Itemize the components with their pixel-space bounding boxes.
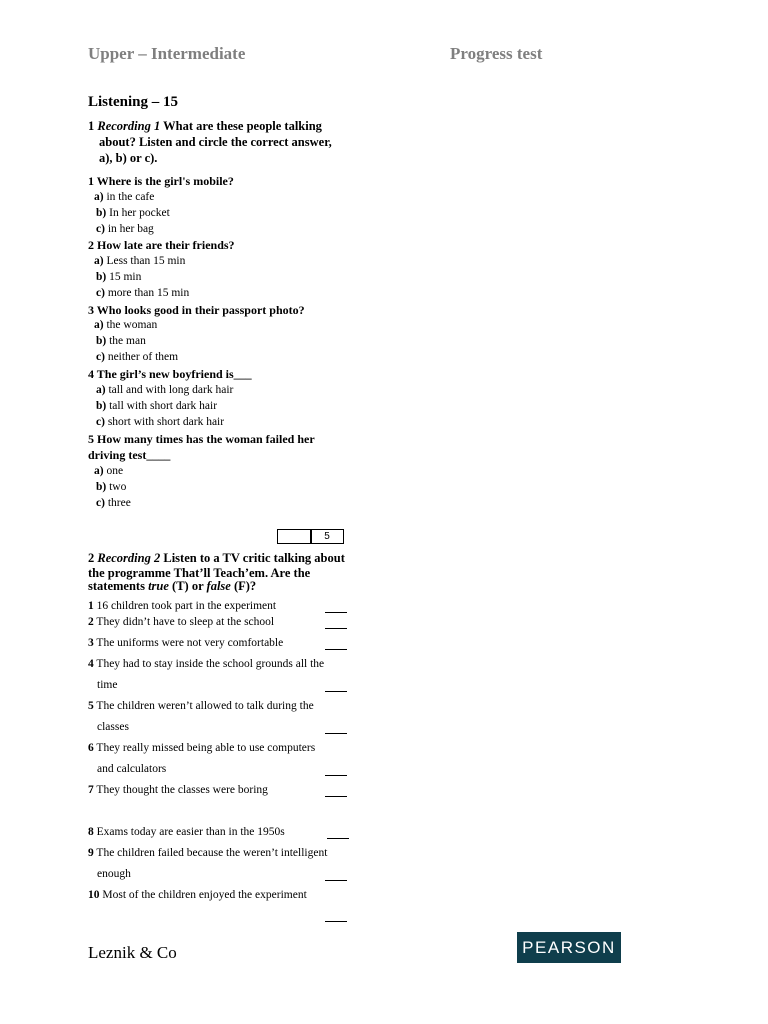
q1-option-b[interactable]: b) In her pocket [96, 207, 170, 219]
answer-blank-6[interactable] [325, 775, 347, 776]
part2-instruction-line2: the programme That’ll Teach’em. Are the [88, 566, 311, 580]
statement-9: 9 The children failed because the weren’t intelligent [88, 847, 328, 859]
question-3: 3 Who looks good in their passport photo? [88, 303, 305, 317]
statement-9-cont: enough [97, 868, 131, 880]
q3-option-c[interactable]: c) neither of them [96, 351, 179, 363]
answer-blank-10[interactable] [325, 921, 347, 922]
answer-blank-1[interactable] [325, 612, 347, 613]
statement-5-cont: classes [97, 721, 129, 733]
q2-option-c[interactable]: c) more than 15 min [96, 287, 190, 299]
statement-4: 4 They had to stay inside the school grounds all the [88, 658, 325, 670]
statement-5: 5 The children weren’t allowed to talk during the [88, 700, 314, 712]
level-title: Upper – Intermediate [88, 44, 246, 63]
statement-8: 8 Exams today are easier than in the 1950s [88, 826, 285, 838]
publisher-name: Leznik & Co [88, 943, 177, 962]
statement-6: 6 They really missed being able to use computers [88, 742, 316, 754]
answer-blank-7[interactable] [325, 796, 347, 797]
question-1: 1 Where is the girl's mobile? [88, 174, 234, 188]
question-4: 4 The girl’s new boyfriend is___ [88, 367, 252, 381]
q4-option-b[interactable]: b) tall with short dark hair [96, 400, 218, 412]
part1-instruction-line3: a), b) or c). [99, 151, 158, 165]
statement-10: 10 Most of the children enjoyed the experiment [88, 889, 307, 901]
q1-option-c[interactable]: c) in her bag [96, 223, 154, 235]
section-title: Listening – 15 [88, 94, 179, 110]
answer-blank-3[interactable] [325, 649, 347, 650]
q4-option-c[interactable]: c) short with short dark hair [96, 416, 225, 428]
answer-blank-8[interactable] [327, 838, 349, 839]
score-total: 5 [310, 529, 344, 544]
answer-blank-9[interactable] [325, 880, 347, 881]
q3-option-b[interactable]: b) the man [96, 335, 146, 347]
q2-option-a[interactable]: a) Less than 15 min [94, 255, 186, 267]
q1-option-a[interactable]: a) in the cafe [94, 191, 155, 203]
q2-option-b[interactable]: b) 15 min [96, 271, 142, 283]
q3-option-a[interactable]: a) the woman [94, 319, 158, 331]
statement-3: 3 The uniforms were not very comfortable [88, 637, 284, 649]
score-input[interactable] [277, 529, 312, 544]
answer-blank-2[interactable] [325, 628, 347, 629]
q5-option-b[interactable]: b) two [96, 481, 127, 493]
test-title: Progress test [450, 44, 543, 63]
q4-option-a[interactable]: a) tall and with long dark hair [96, 384, 234, 396]
statement-2: 2 They didn’t have to sleep at the school [88, 616, 275, 628]
q5-option-a[interactable]: a) one [94, 465, 124, 477]
question-5: 5 How many times has the woman failed her [88, 432, 315, 446]
statement-7: 7 They thought the classes were boring [88, 784, 268, 796]
answer-blank-4[interactable] [325, 691, 347, 692]
question-5-cont: driving test____ [88, 448, 171, 462]
pearson-logo: PEARSON [517, 932, 621, 963]
statement-4-cont: time [97, 679, 118, 691]
statement-6-cont: and calculators [97, 763, 167, 775]
answer-blank-5[interactable] [325, 733, 347, 734]
part2-instruction-line3: statements true (T) or false (F)? [88, 579, 257, 593]
q5-option-c[interactable]: c) three [96, 497, 131, 509]
question-2: 2 How late are their friends? [88, 238, 235, 252]
part1-instruction-line1: 1 Recording 1 What are these people talking [88, 119, 322, 133]
statement-1: 1 16 children took part in the experiment [88, 600, 277, 612]
part2-instruction-line1: 2 Recording 2 Listen to a TV critic talking about [88, 551, 345, 565]
part1-instruction-line2: about? Listen and circle the correct answer, [99, 135, 332, 149]
